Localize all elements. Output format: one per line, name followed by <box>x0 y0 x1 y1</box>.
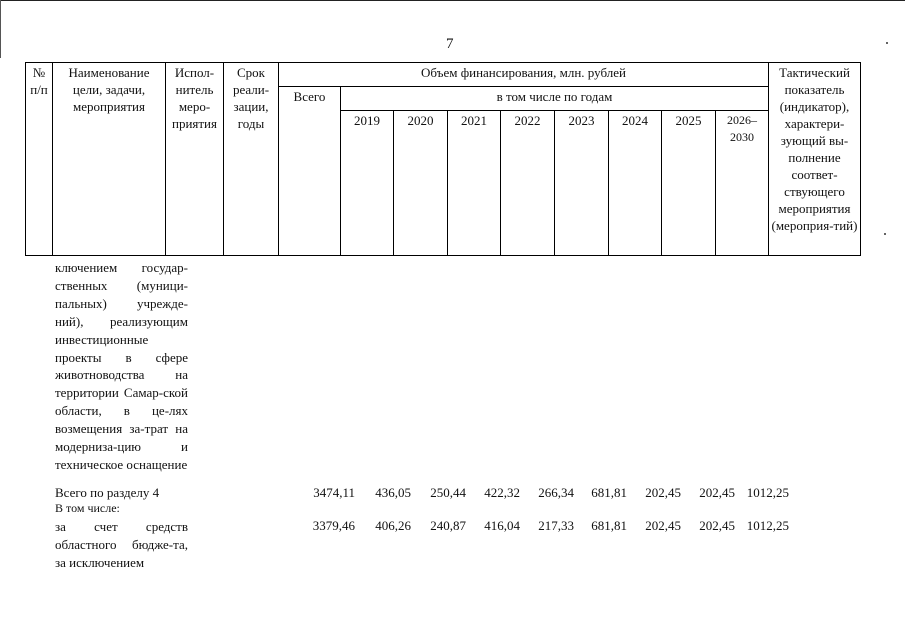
continued-measure-text: ключением государ-ственных (муници-пальных) учрежде-ний), реализующим инвестиционные проекты в сфере животноводства на территории Самар-ской области, в це-лях возмещения за-трат на модерниза-цию и техническое оснащение <box>55 260 188 472</box>
header-year: 2019 <box>341 111 394 256</box>
row-total-value: 3474,11 <box>313 485 355 500</box>
row-year-value: 250,44 <box>430 485 466 500</box>
row-year-value: 1012,25 <box>746 485 789 500</box>
header-indicator: Тактический показатель (индикатор), характери-зующий вы-полнение соответ-ствующего мероприятия (мероприя-тий) <box>769 63 861 256</box>
row-year-value: 217,33 <box>538 518 574 533</box>
row-label-total-section: Всего по разделу 4 <box>55 485 160 500</box>
row-year-value: 202,45 <box>699 485 735 500</box>
row-year-value: 681,81 <box>591 485 627 500</box>
row-year-value: 202,45 <box>699 518 735 533</box>
header-year: 2022 <box>501 111 555 256</box>
row-total-value: 3379,46 <box>312 518 355 533</box>
header-year: 2020 <box>394 111 448 256</box>
header-funding: Объем финансирования, млн. рублей <box>279 63 769 87</box>
header-year: 2025 <box>662 111 716 256</box>
scan-top-edge <box>0 0 905 1</box>
row-year-value: 436,05 <box>375 485 411 500</box>
row-year-value: 681,81 <box>591 518 627 533</box>
header-num: № п/п <box>26 63 53 256</box>
scan-speck <box>886 42 888 44</box>
page-number: 7 <box>446 36 454 52</box>
row-year-value: 202,45 <box>645 485 681 500</box>
row-label-including: В том числе: <box>55 501 120 515</box>
row-year-value: 416,04 <box>484 518 520 533</box>
header-year: 2024 <box>609 111 662 256</box>
header-by-years: в том числе по годам <box>341 87 769 111</box>
row-year-value: 1012,25 <box>746 518 789 533</box>
row-year-value: 422,32 <box>484 485 520 500</box>
header-year: 2023 <box>555 111 609 256</box>
row-year-value: 202,45 <box>645 518 681 533</box>
header-table <box>25 62 861 256</box>
header-term: Срок реали-зации, годы <box>224 63 279 256</box>
row-year-value: 406,26 <box>375 518 411 533</box>
row-year-value: 240,87 <box>430 518 466 533</box>
scan-left-edge <box>0 0 1 58</box>
header-name: Наименование цели, задачи, мероприятия <box>53 63 166 256</box>
header-total: Всего <box>279 87 341 256</box>
header-year: 2021 <box>448 111 501 256</box>
header-year: 2026–2030 <box>716 111 769 256</box>
scan-speck <box>884 233 886 235</box>
header-executor: Испол-нитель меро-приятия <box>166 63 224 256</box>
row-year-value: 266,34 <box>538 485 574 500</box>
row-label-regional-budget: за счет средств областного бюдже-та, за исключением <box>55 519 188 570</box>
